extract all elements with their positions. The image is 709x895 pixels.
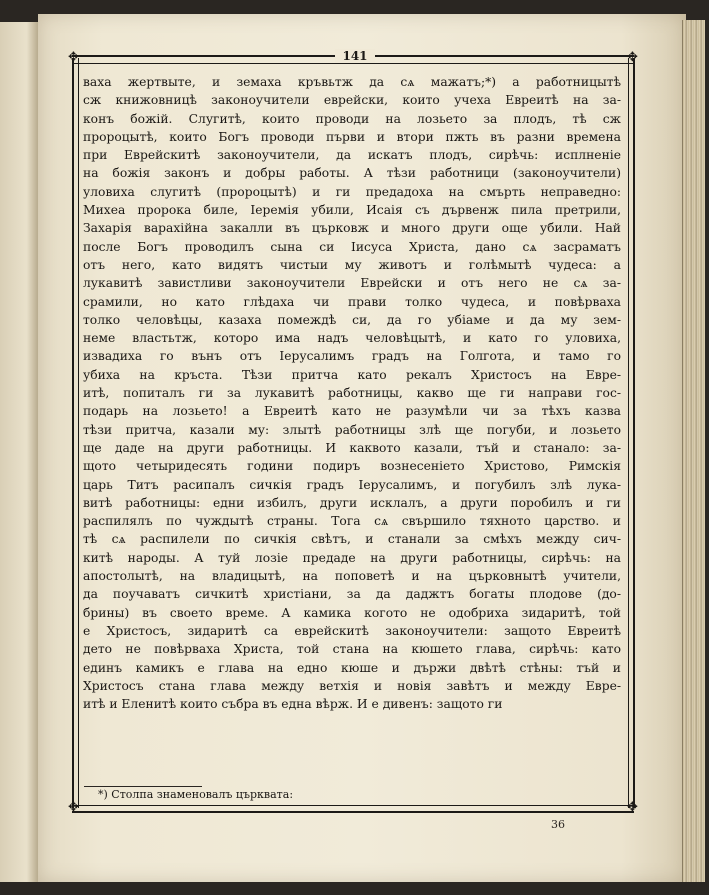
text-line: тѣ сѧ распилели по сичкія свѣтъ, и станали за смѣхъ между сич- [83,532,621,547]
text-line: лукавитѣ завистливи законоучители Еврейски и отъ него не сѧ за- [83,276,621,291]
text-line: витѣ работницы: едни избилъ, други исклалъ, а други поробилъ и ги [83,495,621,510]
frame-right-rule [628,58,635,808]
frame-corner-ornament: ✥ [68,800,79,815]
text-line: распилялъ по чуждытѣ страны. Тога сѧ свършило тяхното царство. и [83,514,621,529]
frame-corner-ornament: ✥ [627,800,638,815]
text-line: пророцытѣ, които Богъ проводи първи и втори пжть въ разни времена [83,129,621,144]
text-line: брины) въ своето време. А камика когото не одобриха зидаритѣ, той [83,605,621,620]
text-line: Захарія варахійна закалли въ църковж и много други още убили. Най [83,221,621,236]
text-line: извадиха го вънъ отъ Іерусалимъ градъ на Голгота, и тамо го [83,349,621,364]
text-line: подарь на лозьето! а Евреитѣ като не разумѣли чи за тѣхъ казва [83,404,621,419]
text-line: тѣзи притча, казали му: злытѣ работницы злѣ ще погуби, и лозьето [83,422,621,437]
text-line: на божія законъ и добры работы. А тѣзи работници (законоучители) [83,166,621,181]
text-line: после Богъ проводилъ сына си Іисуса Христа, дано сѧ засраматъ [83,239,621,254]
text-line: при Еврейскитѣ законоучители, да искатъ плодъ, сирѣчь: исплненіе [83,148,621,163]
text-line: ще даде на други работницы. И каквото казали, тъй и станало: за- [83,440,621,455]
text-line: уловиха слугитѣ (пророцытѣ) и ги предадоха на смърть неправедно: [83,184,621,199]
text-line: толко человѣцы, казаха помеждѣ си, да го убіаме и да му зем- [83,312,621,327]
text-line: щото четыридесять години подиръ вознесеніето Христово, Римскія [83,459,621,474]
text-line: срамили, но като глѣдаха чи прави толко чудеса, и повѣрваха [83,294,621,309]
text-line: Христосъ стана глава между ветхія и новія завѣтъ и между Евре- [83,678,621,693]
footnote: *) Столпа знаменовалъ църквата: [98,788,294,801]
text-line: неме властьтж, которо има надъ человѣцытѣ, и като го уловиха, [83,331,621,346]
frame-left-rule [72,58,79,808]
text-line: Михеа пророка биле, Іеремія убили, Исаія съ дървенж пила претрили, [83,203,621,218]
frame-corner-ornament: ✥ [627,50,638,65]
footnote-divider [84,786,202,787]
page-number: 141 [335,49,375,63]
text-line: итѣ и Еленитѣ които събра въ една вѣрж. И е дивенъ: защото ги [83,697,503,712]
text-line: сж книжовницѣ законоучители еврейски, които учеха Евреитѣ на за- [83,93,621,108]
text-line: дето не повѣрваха Христа, той стана на кюшето глава, сирѣчь: като [83,642,621,657]
signature-mark: 36 [551,818,565,831]
body-text [83,73,621,713]
page-edges [682,20,705,882]
frame-bottom-rule [72,805,634,813]
text-line: убиха на кръста. Тѣзи притча като рекалъ Христосъ на Евре- [83,367,621,382]
frame-corner-ornament: ✥ [68,50,79,65]
text-line: царь Титъ расипалъ сичкія градъ Іерусалимъ, и погубилъ злѣ лука- [83,477,621,492]
text-line: итѣ, попиталъ ги за лукавитѣ работницы, какво ще ги направи гос- [83,386,621,401]
text-line: конъ божій. Слугитѣ, които проводи на лозьето за плодъ, тѣ сж [83,111,621,126]
text-line: да поучаватъ сичкитѣ христіани, за да даджтъ богаты плодове (до- [83,587,621,602]
left-page-strip [0,22,40,882]
text-line: отъ него, като видятъ чистыи му животъ и голѣмытѣ чудеса: а [83,257,621,272]
text-line: китѣ народы. А туй лозіе предаде на други работницы, сирѣчь: на [83,550,621,565]
text-line: единъ камикъ е глава на едно кюше и държи двѣтѣ стѣны: тъй и [83,660,621,675]
text-line: е Христосъ, зидаритѣ са еврейскитѣ законоучители: защото Евреитѣ [83,623,621,638]
text-line: апостолытѣ, на владицытѣ, на поповетѣ и на църковнытѣ учители, [83,569,621,584]
text-line: ваха жертвыте, и земаха кръвьтж да сѧ мажатъ;*) а работницытѣ [83,75,621,89]
